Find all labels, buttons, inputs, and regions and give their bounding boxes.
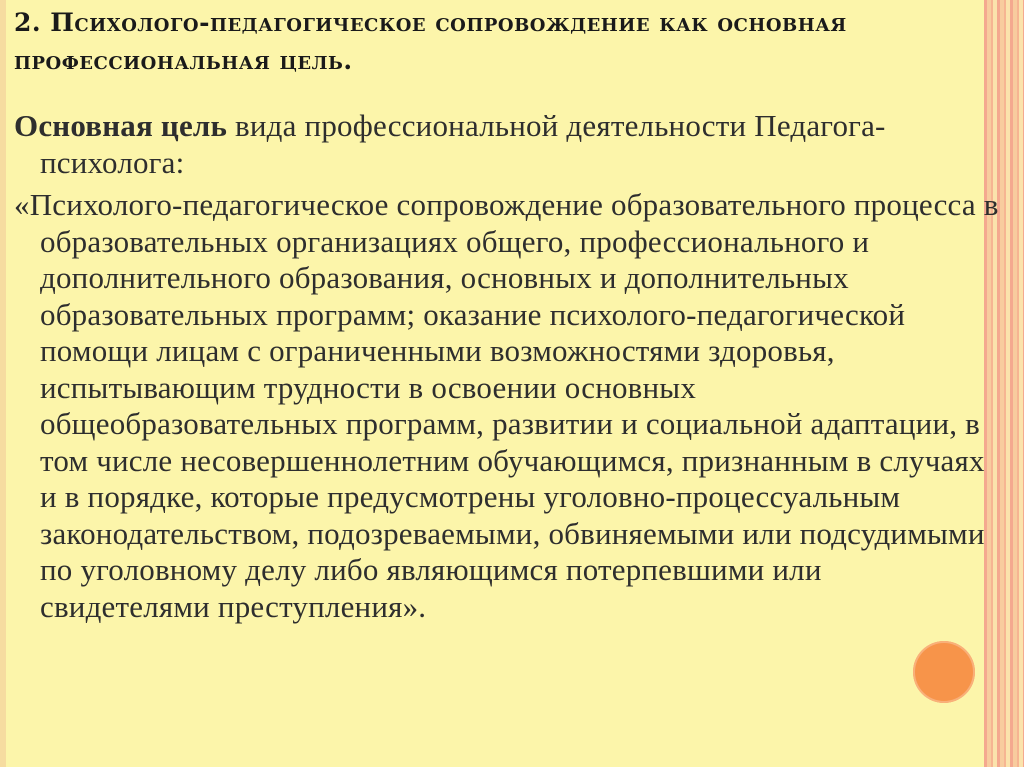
left-border-decoration [0, 0, 6, 767]
intro-bold-text: Основная цель [14, 108, 228, 143]
slide-title: 2. Психолого-педагогическое сопровождение как основная профессиональная цель. [14, 8, 847, 75]
quote-paragraph: «Психолого-педагогическое сопровождение образовательного процесса в образовательных организациях общего, профессионального и дополнительного образования, основных и дополнительных образовательных программ; оказание психолого-педагогической помощи лицам с ограниченными возможностями здоровья, испытывающим трудности в освоении основных общеобразовательных программ, развитии и социальной адаптации, в том числе несовершеннолетним обучающимся, признанным в случаях и в порядке, которые предусмотрены уголовно-процессуальным законодательством, подозреваемыми, обвиняемыми или подсудимыми по уголовному делу либо являющимся потерпевшими или свидетелями преступления». [14, 187, 999, 624]
orange-circle-decoration [913, 641, 975, 703]
intro-text: вида профессиональной деятельности Педагога-психолога: [40, 108, 886, 180]
intro-paragraph [14, 108, 999, 181]
slide-body [14, 108, 999, 631]
